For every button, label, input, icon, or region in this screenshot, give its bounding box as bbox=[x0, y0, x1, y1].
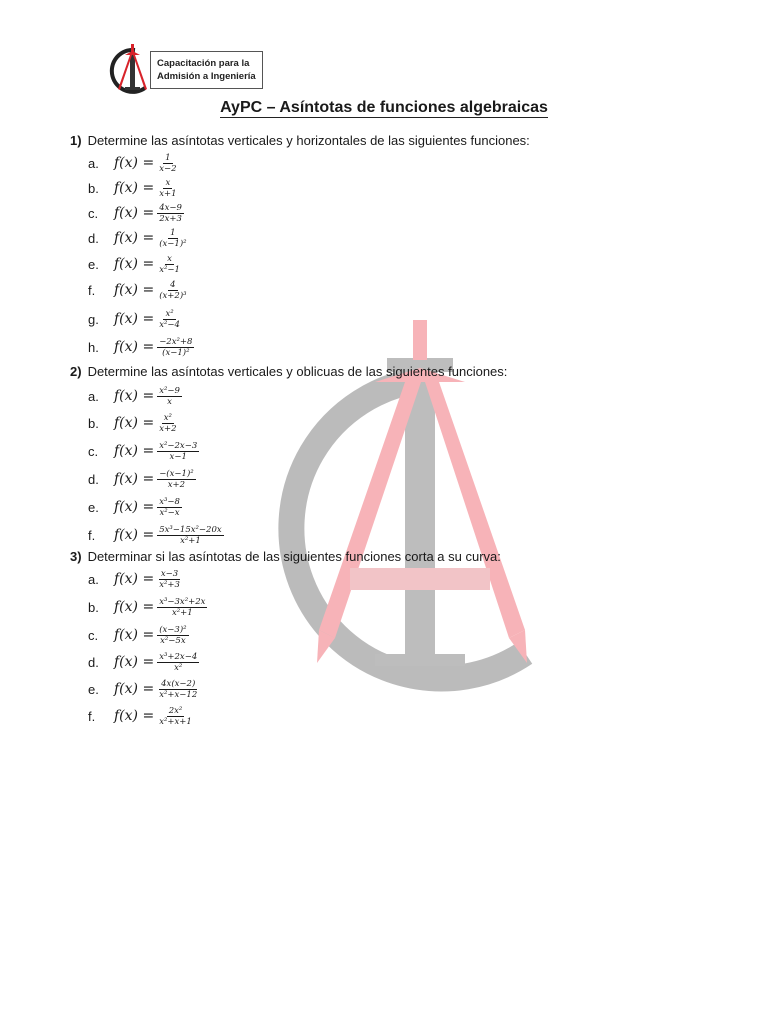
question-text: Determine las asíntotas verticales y oblicuas de las siguientes funciones: bbox=[87, 364, 508, 379]
item-letter: d. bbox=[88, 654, 99, 670]
denominator: x²+1 bbox=[171, 607, 193, 618]
item-letter: e. bbox=[88, 499, 99, 515]
exercise-item bbox=[88, 225, 189, 251]
numerator: x²−2x−3 bbox=[159, 440, 198, 451]
question-number: 1) bbox=[70, 133, 82, 148]
numerator: x² bbox=[165, 308, 174, 319]
fraction bbox=[157, 597, 207, 618]
numerator: x²−9 bbox=[159, 385, 180, 396]
exercise-item bbox=[88, 566, 182, 592]
denominator: (x−1)² bbox=[159, 238, 187, 249]
item-letter: e. bbox=[88, 681, 99, 697]
denominator: x+1 bbox=[159, 188, 177, 199]
numerator: x bbox=[165, 177, 171, 188]
exercise-item bbox=[88, 277, 189, 303]
exercise-item bbox=[88, 703, 194, 729]
denominator: x+2 bbox=[159, 423, 177, 434]
denominator: x²+1 bbox=[180, 535, 201, 546]
denominator: x²+x−12 bbox=[159, 689, 198, 700]
numerator: x bbox=[167, 253, 172, 264]
fraction bbox=[157, 386, 182, 407]
function-label: f(x) = bbox=[114, 205, 155, 221]
item-letter: d. bbox=[88, 230, 99, 246]
item-letter: b. bbox=[88, 415, 99, 431]
function-label: f(x) = bbox=[114, 708, 155, 724]
numerator: x−3 bbox=[160, 568, 179, 579]
item-letter: e. bbox=[88, 256, 99, 272]
denominator: x bbox=[167, 396, 172, 407]
function-label: f(x) = bbox=[114, 155, 155, 171]
function-label: f(x) = bbox=[114, 256, 155, 272]
denominator: x²+x+1 bbox=[159, 716, 192, 727]
denominator: x²−5x bbox=[160, 635, 186, 646]
numerator: x² bbox=[163, 412, 172, 423]
numerator: 4 bbox=[170, 279, 176, 290]
exercise-item bbox=[88, 200, 184, 226]
item-letter: g. bbox=[88, 311, 99, 327]
item-letter: f. bbox=[88, 527, 96, 543]
fraction bbox=[157, 178, 178, 199]
fraction bbox=[157, 525, 223, 546]
fraction bbox=[157, 203, 184, 224]
exercise-item bbox=[88, 438, 199, 464]
item-letter: c. bbox=[88, 627, 99, 643]
function-label: f(x) = bbox=[114, 571, 155, 587]
fraction bbox=[157, 469, 196, 490]
numerator: (x−3)² bbox=[159, 624, 187, 635]
exercise-item bbox=[88, 522, 224, 548]
item-letter: c. bbox=[88, 205, 99, 221]
fraction bbox=[157, 497, 182, 518]
fraction bbox=[157, 706, 194, 727]
numerator: −2x²+8 bbox=[159, 336, 193, 347]
exercise-item bbox=[88, 383, 182, 409]
page-title: AyPC – Asíntotas de funciones algebraicas bbox=[220, 99, 548, 116]
function-label: f(x) = bbox=[114, 681, 155, 697]
exercise-item bbox=[88, 334, 194, 360]
fraction bbox=[157, 280, 188, 301]
fraction bbox=[157, 309, 182, 330]
exercise-item bbox=[88, 494, 182, 520]
function-label: f(x) = bbox=[114, 527, 155, 543]
question-text: Determinar si las asíntotas de las siguientes funciones corta a su curva: bbox=[87, 549, 501, 564]
function-label: f(x) = bbox=[114, 415, 155, 431]
numerator: 1 bbox=[170, 227, 176, 238]
exercise-item bbox=[88, 306, 182, 332]
function-label: f(x) = bbox=[114, 282, 155, 298]
question-3 bbox=[70, 549, 501, 564]
function-label: f(x) = bbox=[114, 654, 155, 670]
function-label: f(x) = bbox=[114, 230, 155, 246]
item-letter: c. bbox=[88, 443, 99, 459]
function-label: f(x) = bbox=[114, 599, 155, 615]
fraction bbox=[157, 153, 178, 174]
exercise-item bbox=[88, 410, 179, 436]
numerator: 5x³−15x²−20x bbox=[159, 524, 222, 535]
function-label: f(x) = bbox=[114, 388, 155, 404]
fraction bbox=[157, 569, 182, 590]
function-label: f(x) = bbox=[114, 180, 155, 196]
numerator: −(x−1)² bbox=[159, 468, 194, 479]
denominator: x²+3 bbox=[159, 579, 180, 590]
function-label: f(x) = bbox=[114, 311, 155, 327]
item-letter: h. bbox=[88, 339, 99, 355]
item-letter: f. bbox=[88, 282, 96, 298]
denominator: x²−1 bbox=[159, 264, 180, 275]
fraction bbox=[157, 441, 199, 462]
function-label: f(x) = bbox=[114, 443, 155, 459]
function-label: f(x) = bbox=[114, 499, 155, 515]
fraction bbox=[157, 228, 188, 249]
denominator: x²−x bbox=[159, 507, 180, 518]
question-number: 3) bbox=[70, 549, 82, 564]
exercise-item bbox=[88, 466, 196, 492]
exercise-item bbox=[88, 594, 207, 620]
question-2 bbox=[70, 364, 507, 379]
question-text: Determine las asíntotas verticales y horizontales de las siguientes funciones: bbox=[87, 133, 530, 148]
exercise-item bbox=[88, 175, 179, 201]
compass-ci-logo-icon bbox=[108, 44, 148, 96]
logo-line-2: Admisión a Ingeniería bbox=[157, 71, 256, 82]
item-letter: b. bbox=[88, 180, 99, 196]
fraction bbox=[157, 254, 182, 275]
denominator: x²−4 bbox=[159, 319, 180, 330]
exercise-item bbox=[88, 622, 189, 648]
denominator: (x+2)³ bbox=[159, 290, 187, 301]
numerator: x³−8 bbox=[159, 496, 180, 507]
fraction bbox=[157, 625, 188, 646]
denominator: x+2 bbox=[167, 479, 186, 490]
fraction bbox=[157, 652, 199, 673]
numerator: x³−3x²+2x bbox=[159, 596, 206, 607]
item-letter: a. bbox=[88, 571, 99, 587]
denominator: 2x+3 bbox=[159, 213, 182, 224]
exercise-item bbox=[88, 649, 199, 675]
function-label: f(x) = bbox=[114, 339, 155, 355]
numerator: 2x² bbox=[168, 705, 183, 716]
fraction bbox=[157, 679, 199, 700]
item-letter: d. bbox=[88, 471, 99, 487]
numerator: 4x(x−2) bbox=[161, 678, 196, 689]
denominator: (x−1)² bbox=[162, 347, 190, 358]
logo-line-1: Capacitación para la bbox=[157, 58, 250, 69]
numerator: 4x−9 bbox=[159, 202, 182, 213]
exercise-item bbox=[88, 251, 182, 277]
exercise-item bbox=[88, 150, 179, 176]
numerator: 1 bbox=[165, 152, 171, 163]
logo-text-box bbox=[150, 51, 263, 89]
item-letter: a. bbox=[88, 388, 99, 404]
question-1 bbox=[70, 133, 530, 148]
function-label: f(x) = bbox=[114, 471, 155, 487]
numerator: x³+2x−4 bbox=[159, 651, 198, 662]
item-letter: b. bbox=[88, 599, 99, 615]
denominator: x−1 bbox=[169, 451, 187, 462]
exercise-item bbox=[88, 676, 199, 702]
fraction bbox=[157, 337, 194, 358]
denominator: x−2 bbox=[159, 163, 177, 174]
item-letter: f. bbox=[88, 708, 96, 724]
function-label: f(x) = bbox=[114, 627, 155, 643]
fraction bbox=[157, 413, 178, 434]
item-letter: a. bbox=[88, 155, 99, 171]
logo bbox=[108, 44, 263, 96]
denominator: x² bbox=[174, 662, 183, 673]
question-number: 2) bbox=[70, 364, 82, 379]
